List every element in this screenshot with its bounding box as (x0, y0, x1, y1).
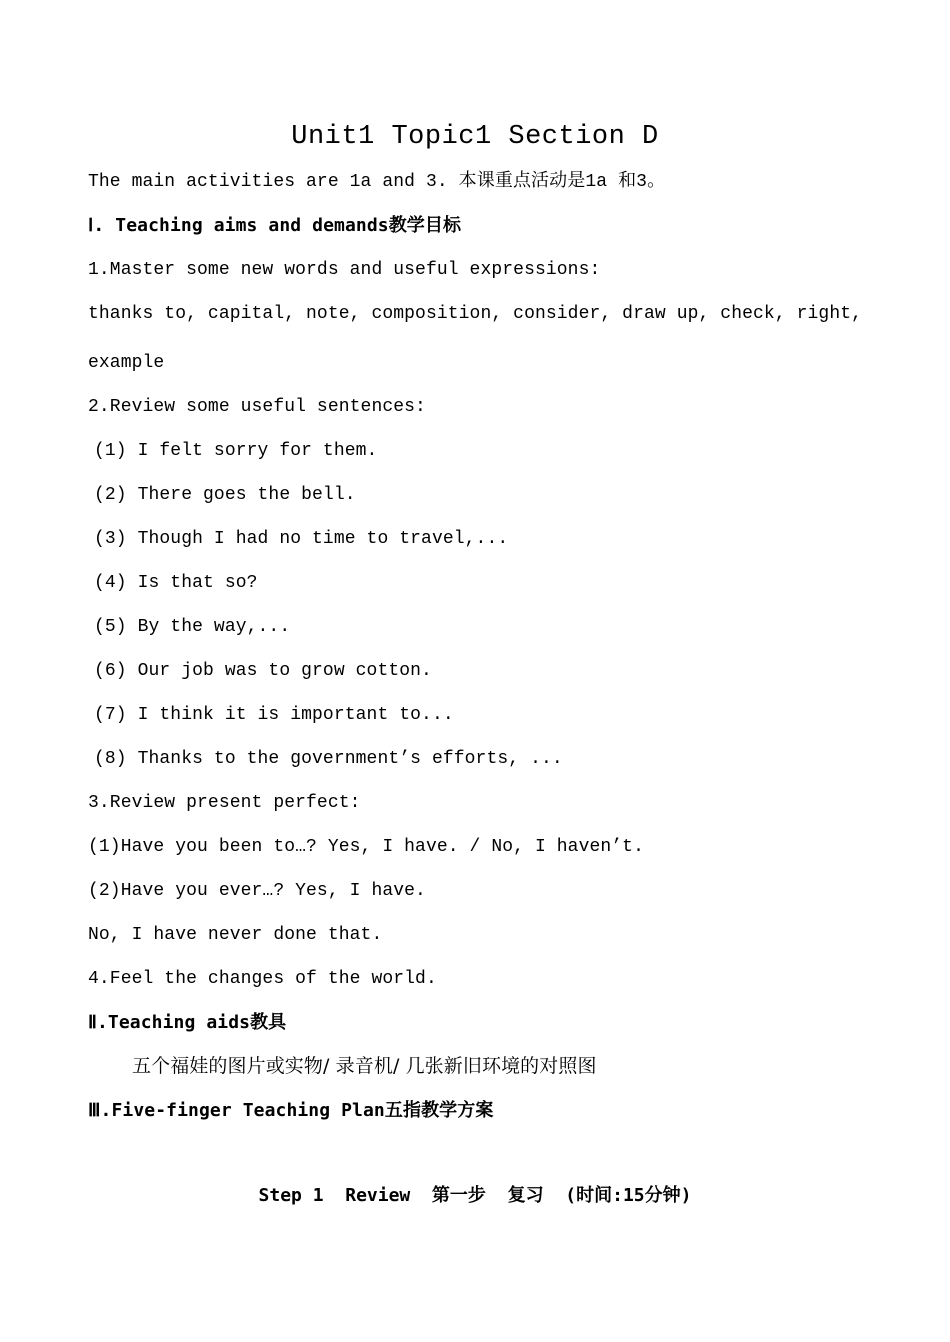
intro-text: The main activities are 1a and 3. 本课重点活动是1a 和3。 (88, 172, 666, 192)
vocabulary-line: thanks to, capital, note, composition, consider, draw up, check, right, (88, 304, 863, 324)
perfect-example: (2)Have you ever…? Yes, I have. (88, 881, 426, 901)
perfect-example: (1)Have you been to…? Yes, I have. / No, I haven’t. (88, 837, 644, 857)
step1-heading: Step 1 Review 第一步 复习 (时间:15分钟) (258, 1185, 692, 1206)
point-present-perfect: 3.Review present perfect: (88, 793, 361, 813)
sentence-item: (1) I felt sorry for them. (94, 441, 378, 461)
sentence-item: (7) I think it is important to... (94, 705, 454, 725)
point-review-sentences: 2.Review some useful sentences: (88, 397, 426, 417)
document-title: Unit1 Topic1 Section D (291, 122, 659, 152)
sentence-item: (6) Our job was to grow cotton. (94, 661, 432, 681)
section-heading-teaching-aims: Ⅰ. Teaching aims and demands教学目标 (88, 215, 462, 236)
point-feel-changes: 4.Feel the changes of the world. (88, 969, 437, 989)
sentence-item: (5) By the way,... (94, 617, 291, 637)
teaching-aids-content: 五个福娃的图片或实物/ 录音机/ 几张新旧环境的对照图 (132, 1055, 597, 1077)
section-heading-teaching-aids: Ⅱ.Teaching aids教具 (88, 1012, 287, 1033)
sentence-item: (4) Is that so? (94, 573, 258, 593)
sentence-item: (8) Thanks to the government’s efforts, ... (94, 749, 563, 769)
vocabulary-line: example (88, 353, 165, 373)
section-heading-teaching-plan: Ⅲ.Five-finger Teaching Plan五指教学方案 (88, 1100, 494, 1121)
sentence-item: (2) There goes the bell. (94, 485, 356, 505)
perfect-example: No, I have never done that. (88, 925, 383, 945)
point-master-words: 1.Master some new words and useful expressions: (88, 260, 601, 280)
sentence-item: (3) Though I had no time to travel,... (94, 529, 509, 549)
